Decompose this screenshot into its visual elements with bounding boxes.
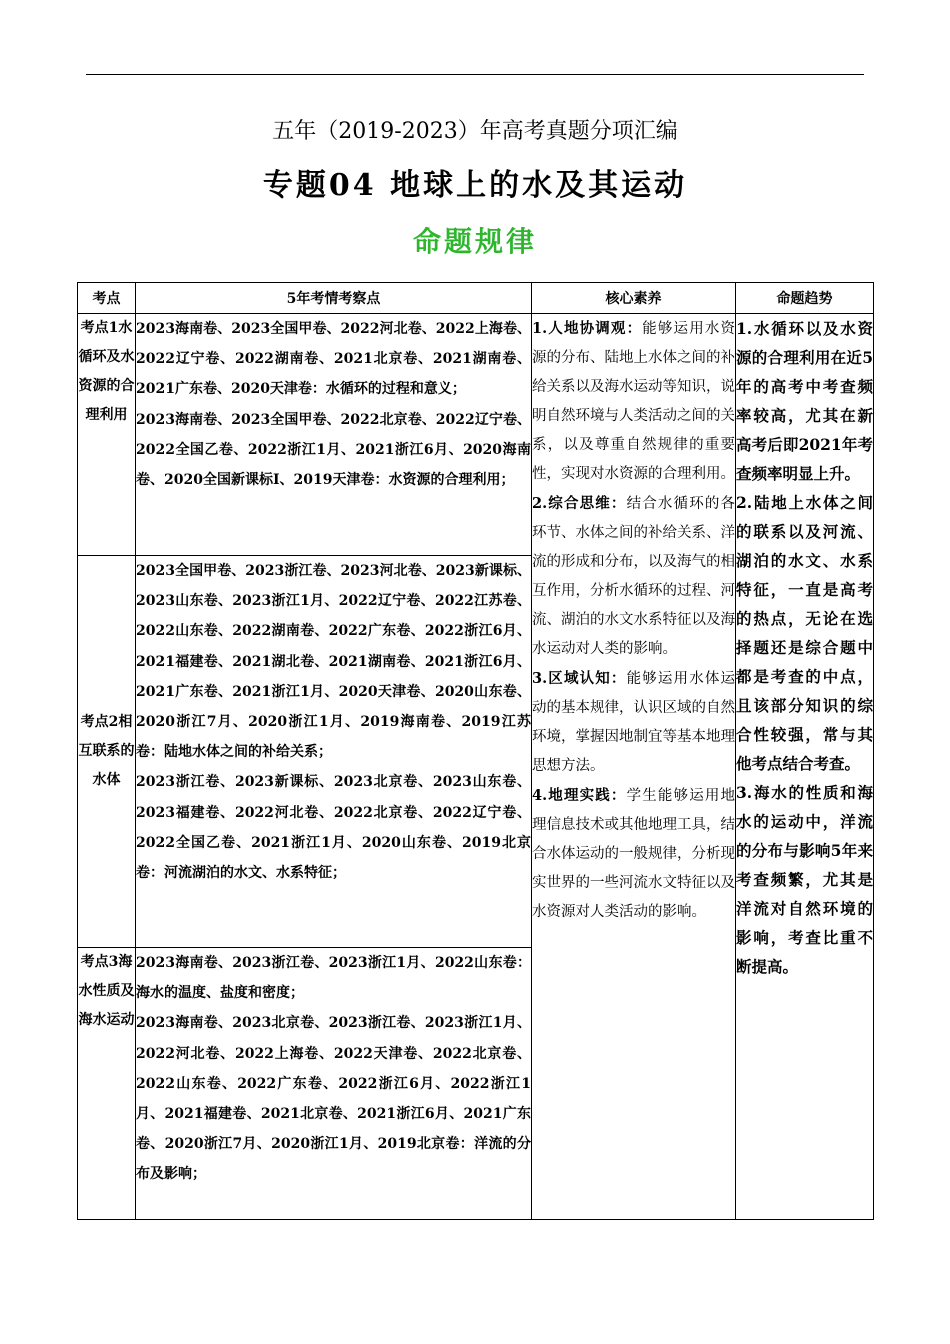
kaodian-cell: 考点3海水性质及海水运动 — [78, 948, 136, 1220]
literacy-item — [532, 314, 735, 489]
header-literacy: 核心素养 — [532, 283, 736, 314]
exam-text: 2023浙江卷、2023新课标、2023北京卷、2023山东卷、2023福建卷、2022河北卷、2022北京卷、2022辽宁卷、2022全国乙卷、2021浙江1月、2020山东卷、2019北京卷：河流湖泊的水文、水系特征； — [136, 774, 531, 882]
section-title: 命题规律 — [412, 225, 537, 258]
header-exams: 5年考情考察点 — [136, 283, 532, 314]
table-header-row — [78, 283, 874, 314]
literacy-text: 学生能够运用地理信息技术或其他地理工具，结合水体运动的一般规律，分析现实世界的一些河流水文特征以及水资源对人类活动的影响。 — [532, 788, 736, 920]
kaodian-cell: 考点2相互联系的水体 — [78, 556, 136, 948]
header-kaodian: 考点 — [78, 283, 136, 314]
exam-cell — [136, 314, 532, 556]
exam-text: 2023海南卷、2023浙江卷、2023浙江1月、2022山东卷：海水的温度、盐度和密度； — [136, 955, 531, 1002]
literacy-label: 4.地理实践： — [532, 787, 627, 804]
literacy-label: 1.人地协调观： — [532, 320, 643, 337]
literacy-cell — [532, 314, 736, 1220]
exam-text: 2023海南卷、2023全国甲卷、2022河北卷、2022上海卷、2022辽宁卷、2022湖南卷、2021北京卷、2021湖南卷、2021广东卷、2020天津卷：水循环的过程和意义； — [136, 321, 531, 398]
exam-text: 2023海南卷、2023北京卷、2023浙江卷、2023浙江1月、2022河北卷、2022上海卷、2022天津卷、2022北京卷、2022山东卷、2022广东卷、2022浙江6月、2022浙江1月、2021福建卷、2021北京卷、2021浙江6月、2021广东卷、2020浙江7月、2020浙江1月、2019北京卷：洋流的分布及影响； — [136, 1015, 531, 1183]
literacy-item — [532, 664, 735, 781]
literacy-label: 3.区域认知： — [532, 670, 627, 687]
series-title: 五年（2019-2023）年高考真题分项汇编 — [272, 119, 678, 144]
table-row — [78, 314, 874, 556]
exam-text: 2023全国甲卷、2023浙江卷、2023河北卷、2023新课标、2023山东卷、2023浙江1月、2022辽宁卷、2022江苏卷、2022山东卷、2022湖南卷、2022广东卷、2022浙江6月、2021福建卷、2021湖北卷、2021湖南卷、2021浙江6月、2021广东卷、2021浙江1月、2020天津卷、2020山东卷、2020浙江7月、2020浙江1月、2019海南卷、2019江苏卷：陆地水体之间的补给关系； — [136, 563, 531, 761]
trend-cell — [736, 314, 874, 1220]
exam-cell — [136, 556, 532, 948]
literacy-text: 结合水循环的各环节、水体之间的补给关系、洋流的形成和分布，以及海气的相互作用，分析水循环的过程、河流、湖泊的水文水系特征以及海水运动对人类的影响。 — [532, 496, 736, 657]
literacy-text: 能够运用水体运动的基本规律，认识区域的自然环境，掌握因地制宜等基本地理思想方法。 — [532, 671, 736, 774]
page-title: 专题04 地球上的水及其运动 — [262, 168, 688, 203]
trend-item: 3.海水的性质和海水的运动中，洋流的分布与影响5年来考查频繁，尤其是洋流对自然环境的影响，考查比重不断提高。 — [736, 783, 873, 976]
literacy-label: 2.综合思维： — [532, 495, 627, 512]
literacy-text: 能够运用水资源的分布、陆地上水体之间的补给关系以及海水运动等知识，说明自然环境与人类活动之间的关系，以及尊重自然规律的重要性，实现对水资源的合理利用。 — [532, 321, 736, 482]
exam-cell — [136, 948, 532, 1220]
trend-item: 1.水循环以及水资源的合理利用在近5年的高考中考查频率较高，尤其在新高考后即2021年考查频率明显上升。 — [736, 319, 873, 483]
literacy-item — [532, 781, 735, 927]
exam-text: 2023海南卷、2023全国甲卷、2022北京卷、2022辽宁卷、2022全国乙卷、2022浙江1月、2021浙江6月、2020海南卷、2020全国新课标Ⅰ、2019天津卷：水资源的合理利用； — [136, 411, 531, 489]
literacy-item — [532, 489, 735, 664]
kaodian-cell: 考点1水循环及水资源的合理利用 — [78, 314, 136, 556]
header-rule — [86, 74, 864, 75]
exam-analysis-table — [77, 282, 874, 1220]
header-trend: 命题趋势 — [736, 283, 874, 314]
trend-item: 2.陆地上水体之间的联系以及河流、湖泊的水文、水系特征，一直是高考的热点，无论在选择题还是综合题中都是考查的中点，且该部分知识的综合性较强，常与其他考点结合考查。 — [736, 493, 873, 773]
